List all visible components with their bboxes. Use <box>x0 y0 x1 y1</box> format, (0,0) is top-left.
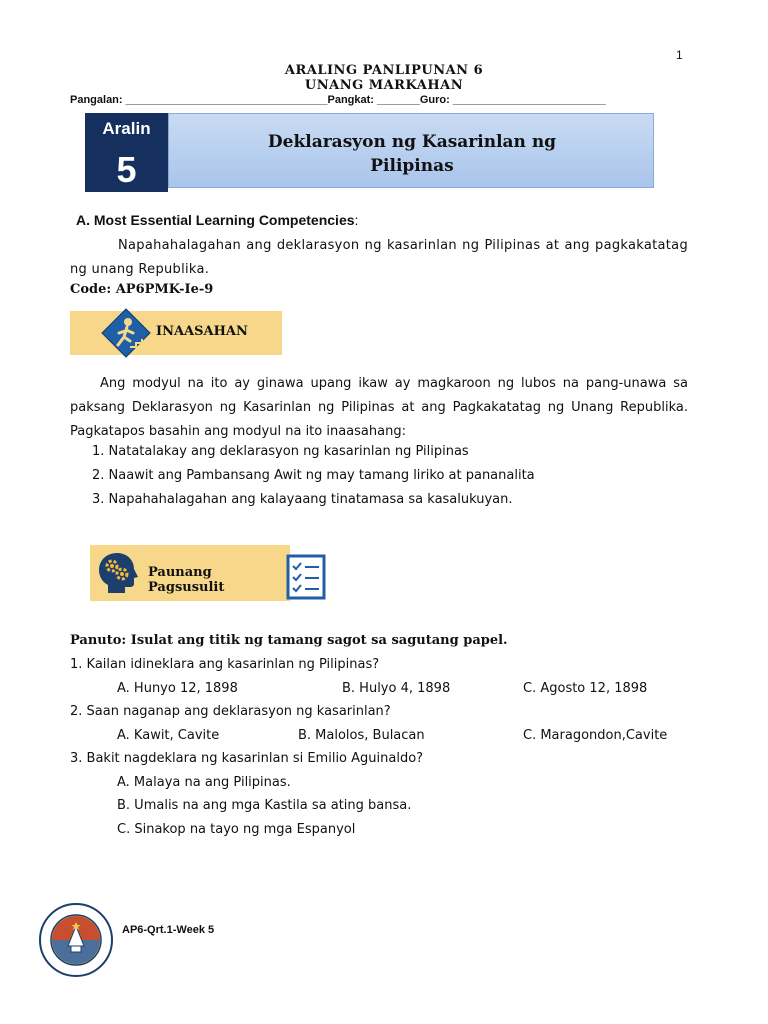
objective-item: 3. Napahahalagahan ang kalayaang tinatamasa sa kasalukuyan. <box>92 492 513 507</box>
question-1: 1. Kailan idineklara ang kasarinlan ng Pilipinas? <box>70 657 380 672</box>
question-3-option-a: A. Malaya na ang Pilipinas. <box>117 775 291 790</box>
question-3-option-c: C. Sinakop na tayo ng mga Espanyol <box>117 822 356 837</box>
lesson-label: Aralin <box>102 119 151 138</box>
melc-heading-text: A. Most Essential Learning Competencies <box>76 212 355 228</box>
question-3: 3. Bakit nagdeklara ng kasarinlan si Emilio Aguinaldo? <box>70 751 424 766</box>
inaasahan-label: INAASAHAN <box>156 324 248 339</box>
checklist-icon <box>286 554 326 600</box>
head-gears-icon <box>94 549 142 597</box>
lesson-title-box <box>168 113 654 188</box>
division-seal-logo <box>38 902 114 978</box>
question-2-option-b: B. Malolos, Bulacan <box>298 728 425 743</box>
footer-week-code: AP6-Qrt.1-Week 5 <box>122 924 215 936</box>
instructions: Panuto: Isulat ang titik ng tamang sagot sa sagutang papel. <box>70 633 508 648</box>
name-fields-line: Pangalan: _________________________________Pangkat: _______Guro: _________________________ <box>70 94 606 106</box>
melc-text: Napahahalagahan ang deklarasyon ng kasarinlan ng Pilipinas at ang pagkakatatag ng unang Republika. <box>70 238 688 277</box>
question-1-option-a: A. Hunyo 12, 1898 <box>117 681 238 696</box>
page-number: 1 <box>676 48 683 62</box>
question-2-option-c: C. Maragondon,Cavite <box>523 728 668 743</box>
inaasahan-banner <box>70 311 282 355</box>
objective-item: 1. Natatalakay ang deklarasyon ng kasarinlan ng Pilipinas <box>92 444 469 459</box>
question-2-option-a: A. Kawit, Cavite <box>117 728 220 743</box>
lesson-number-box <box>85 113 168 192</box>
question-3-option-b: B. Umalis na ang mga Kastila sa ating bansa. <box>117 798 412 813</box>
question-2: 2. Saan naganap ang deklarasyon ng kasarinlan? <box>70 704 391 719</box>
competency-code: Code: AP6PMK-Ie-9 <box>70 282 214 297</box>
quarter-heading: UNANG MARKAHAN <box>304 78 464 93</box>
climbing-person-icon <box>100 307 152 359</box>
lesson-number: 5 <box>116 149 137 190</box>
question-1-option-b: B. Hulyo 4, 1898 <box>342 681 451 696</box>
inaasahan-intro: Ang modyul na ito ay ginawa upang ikaw ay magkaroon ng lubos na pang-unawa sa paksang Deklarasyon ng Kasarinlan ng Pilipinas at ang Pagkakatatag ng Unang Republika. Pagkatapos basahin ang modyul na ito inaasahang: <box>70 376 688 439</box>
lesson-title <box>169 130 655 178</box>
melc-heading <box>76 212 358 228</box>
lesson-title-line-2: Pilipinas <box>370 156 454 176</box>
paunang-pagsusulit-label: Paunang Pagsusulit <box>148 565 225 595</box>
question-1-option-c: C. Agosto 12, 1898 <box>523 681 648 696</box>
lesson-title-line-1: Deklarasyon ng Kasarinlan ng <box>267 132 557 152</box>
melc-heading-colon: : <box>354 212 359 228</box>
objective-item: 2. Naawit ang Pambansang Awit ng may tamang liriko at pananalita <box>92 468 535 483</box>
objectives-list <box>92 440 535 512</box>
paunang-pagsusulit-banner <box>90 545 290 601</box>
subject-heading: ARALING PANLIPUNAN 6 <box>284 63 484 78</box>
